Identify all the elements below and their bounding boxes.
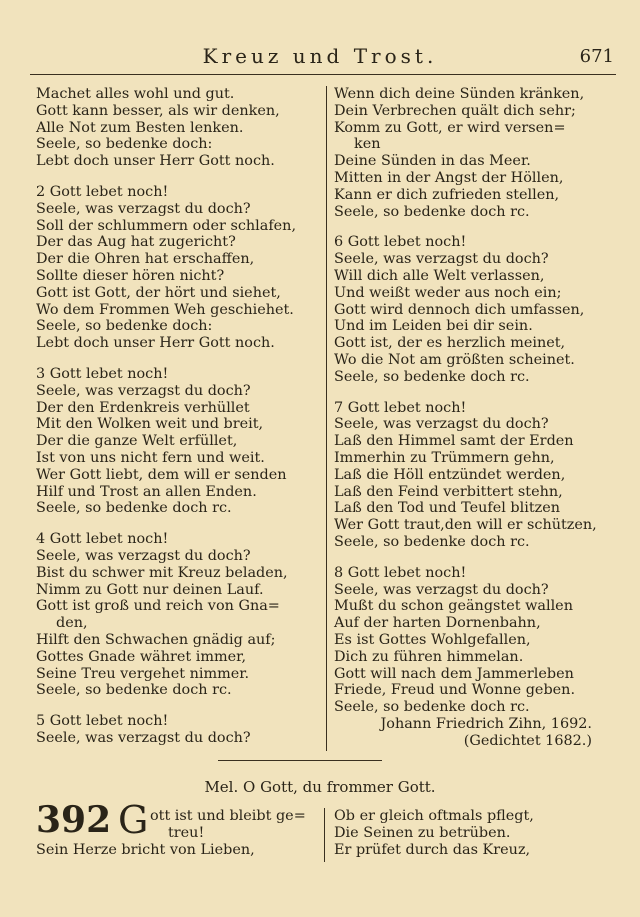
verse-line: Dein Verbrechen quält dich sehr; bbox=[334, 102, 576, 119]
author-name: Johann Friedrich Zihn, 1692. bbox=[380, 715, 592, 732]
written-year: (Gedichtet 1682.) bbox=[463, 732, 592, 749]
verse-line: Seele, so bedenke doch: bbox=[36, 136, 213, 153]
page-number: 671 bbox=[579, 46, 614, 67]
verse-line: Der den Erdenkreis verhüllet bbox=[36, 399, 250, 416]
stanza-gap bbox=[334, 551, 616, 565]
drop-cap: G bbox=[118, 798, 149, 842]
hymn-line: Die Seinen zu betrüben. bbox=[334, 825, 511, 841]
verse-line: Seele, so bedenke doch rc. bbox=[36, 500, 232, 517]
verse-line: Komm zu Gott, er wird versen= bbox=[334, 119, 566, 136]
verse-line: Gott ist Gott, der hört und siehet, bbox=[36, 284, 281, 301]
verse-line: Gott wird dennoch dich umfassen, bbox=[334, 301, 585, 318]
verse-line: Gott will nach dem Jammerleben bbox=[334, 665, 574, 682]
verse-line: Seele, so bedenke doch rc. bbox=[334, 533, 530, 550]
verse-line: Dich zu führen himmelan. bbox=[334, 648, 524, 665]
verse-line: Hilf und Trost an allen Enden. bbox=[36, 483, 257, 500]
hymn-number: 392 bbox=[36, 799, 112, 841]
verse-line: 3 Gott lebet noch! bbox=[36, 365, 169, 382]
verse-line: Gott ist groß und reich von Gna= bbox=[36, 598, 280, 615]
stanza-gap bbox=[36, 517, 318, 531]
stanza-gap bbox=[334, 386, 616, 400]
verse-line: 7 Gott lebet noch! bbox=[334, 399, 467, 416]
verse-line: Und weißt weder aus noch ein; bbox=[334, 284, 562, 301]
verse-line: Ist von uns nicht fern und weit. bbox=[36, 449, 265, 466]
verse-line: Seele, was verzagst du doch? bbox=[334, 581, 549, 598]
verse-line: Mußt du schon geängstet wallen bbox=[334, 598, 573, 615]
verse-line: Immerhin zu Trümmern gehn, bbox=[334, 449, 555, 466]
verse-line: 8 Gott lebet noch! bbox=[334, 564, 467, 581]
verse-line: Lebt doch unser Herr Gott noch. bbox=[36, 153, 275, 170]
verse-line: den, bbox=[56, 615, 88, 632]
verse-line: Lebt doch unser Herr Gott noch. bbox=[36, 335, 275, 352]
verse-line: Seele, was verzagst du doch? bbox=[36, 382, 251, 399]
melody-line: Mel. O Gott, du frommer Gott. bbox=[204, 778, 436, 796]
hymn-line: Er prüfet durch das Kreuz, bbox=[334, 842, 531, 858]
hymn-line: treu! bbox=[168, 825, 205, 841]
section-rule bbox=[218, 760, 382, 761]
verse-line: Laß den Tod und Teufel blitzen bbox=[334, 500, 560, 517]
verse-line: 4 Gott lebet noch! bbox=[36, 531, 169, 548]
column-divider bbox=[326, 86, 327, 751]
verse-line: Und im Leiden bei dir sein. bbox=[334, 318, 533, 335]
verse-line: Nimm zu Gott nur deinen Lauf. bbox=[36, 581, 264, 598]
verse-line: Deine Sünden in das Meer. bbox=[334, 153, 531, 170]
running-header: Kreuz und Trost. bbox=[202, 44, 438, 68]
verse-line: Mitten in der Angst der Höllen, bbox=[334, 169, 564, 186]
verse-line: Der die ganze Welt erfüllet, bbox=[36, 433, 238, 450]
verse-line: 6 Gott lebet noch! bbox=[334, 234, 467, 251]
verse-line: Der das Aug hat zugericht? bbox=[36, 234, 236, 251]
verse-line: Seele, so bedenke doch rc. bbox=[334, 368, 530, 385]
verse-line: Sollte dieser hören nicht? bbox=[36, 267, 225, 284]
verse-line: Auf der harten Dornenbahn, bbox=[334, 615, 541, 632]
verse-line: Wer Gott traut,den will er schützen, bbox=[334, 517, 597, 534]
verse-line: Wo die Not am größten scheinet. bbox=[334, 351, 575, 368]
stanza-gap bbox=[36, 352, 318, 366]
verse-line: Seele, was verzagst du doch? bbox=[334, 416, 549, 433]
verse-line: Gottes Gnade währet immer, bbox=[36, 648, 247, 665]
verse-line: Bist du schwer mit Kreuz beladen, bbox=[36, 564, 288, 581]
verse-line: ken bbox=[354, 136, 381, 153]
right-column bbox=[334, 86, 616, 749]
verse-line: Seele, so bedenke doch rc. bbox=[334, 699, 530, 716]
verse-line: Es ist Gottes Wohlgefallen, bbox=[334, 631, 531, 648]
verse-line: Mit den Wolken weit und breit, bbox=[36, 416, 264, 433]
verse-line: Seele, was verzagst du doch? bbox=[36, 729, 251, 746]
verse-line: Der die Ohren hat erschaffen, bbox=[36, 251, 255, 268]
column-divider-bottom bbox=[324, 808, 325, 862]
verse-line: Hilft den Schwachen gnädig auf; bbox=[36, 631, 276, 648]
verse-line: Seele, so bedenke doch rc. bbox=[36, 682, 232, 699]
hymn-line: ott ist und bleibt ge= bbox=[150, 808, 306, 824]
verse-line: Wer Gott liebt, dem will er senden bbox=[36, 466, 287, 483]
verse-line: Machet alles wohl und gut. bbox=[36, 86, 235, 102]
verse-line: Friede, Freud und Wonne geben. bbox=[334, 682, 576, 699]
verse-line: Laß den Himmel samt der Erden bbox=[334, 433, 574, 450]
verse-line: Laß die Höll entzündet werden, bbox=[334, 466, 566, 483]
verse-line: Seele, was verzagst du doch? bbox=[36, 200, 251, 217]
stanza-gap bbox=[36, 170, 318, 184]
hymn-line: Sein Herze bricht von Lieben, bbox=[36, 842, 255, 858]
verse-line: Laß den Feind verbittert stehn, bbox=[334, 483, 563, 500]
verse-line: Wo dem Frommen Weh geschiehet. bbox=[36, 301, 294, 318]
header-rule bbox=[30, 74, 616, 75]
stanza-gap bbox=[36, 699, 318, 713]
verse-line: Gott ist, der es herzlich meinet, bbox=[334, 335, 566, 352]
verse-line: Seine Treu vergehet nimmer. bbox=[36, 665, 250, 682]
verse-line: Kann er dich zufrieden stellen, bbox=[334, 186, 560, 203]
verse-line: Gott kann besser, als wir denken, bbox=[36, 102, 280, 119]
verse-line: Soll der schlummern oder schlafen, bbox=[36, 217, 297, 234]
verse-line: Seele, so bedenke doch: bbox=[36, 318, 213, 335]
left-column bbox=[36, 86, 318, 747]
verse-line: Wenn dich deine Sünden kränken, bbox=[334, 86, 585, 102]
stanza-gap bbox=[334, 220, 616, 234]
verse-line: Alle Not zum Besten lenken. bbox=[36, 119, 244, 136]
verse-line: 2 Gott lebet noch! bbox=[36, 183, 169, 200]
verse-line: Seele, so bedenke doch rc. bbox=[334, 203, 530, 220]
verse-line: 5 Gott lebet noch! bbox=[36, 713, 169, 730]
verse-line: Seele, was verzagst du doch? bbox=[36, 547, 251, 564]
verse-line: Will dich alle Welt verlassen, bbox=[334, 267, 545, 284]
hymn-line: Ob er gleich oftmals pflegt, bbox=[334, 808, 534, 824]
verse-line: Seele, was verzagst du doch? bbox=[334, 251, 549, 268]
